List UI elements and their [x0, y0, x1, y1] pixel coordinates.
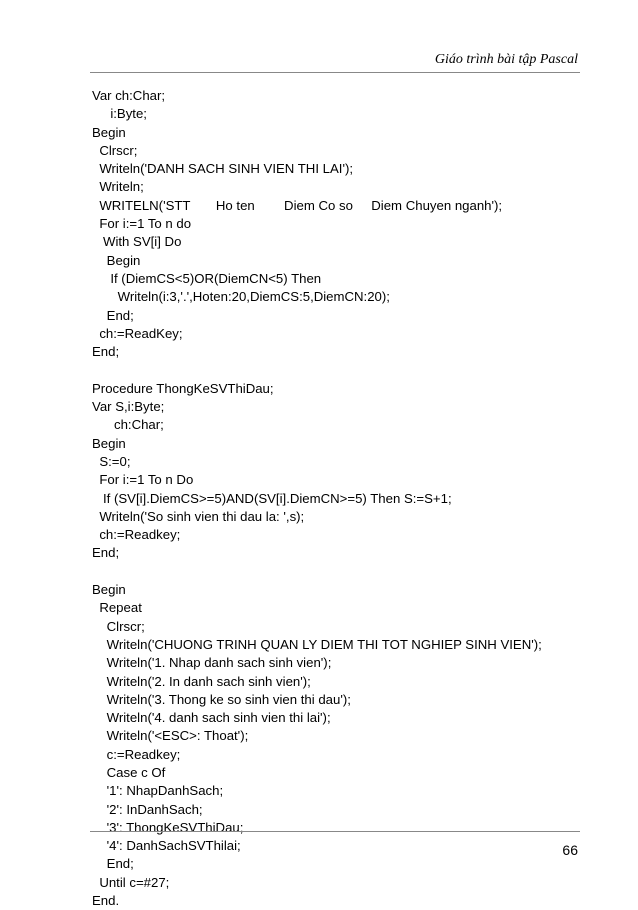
code-line: ch:=ReadKey;: [92, 325, 183, 341]
code-line: Writeln('DANH SACH SINH VIEN THI LAI');: [92, 161, 354, 177]
code-line: ch:Char;: [92, 417, 164, 433]
code-line: Begin: [92, 435, 126, 451]
code-line: Writeln('So sinh vien thi dau la: ',s);: [92, 508, 305, 524]
code-line: Writeln('4. danh sach sinh vien thi lai');: [92, 710, 331, 726]
code-line: Clrscr;: [92, 618, 145, 634]
code-line: Begin: [92, 252, 141, 268]
code-line: Case c Of: [92, 764, 166, 780]
code-line: [92, 563, 592, 581]
code-line: Repeat: [92, 600, 142, 616]
code-line: '2': InDanhSach;: [92, 801, 203, 817]
header-title: Giáo trình bài tập Pascal: [434, 52, 578, 67]
code-line: Writeln(i:3,'.',Hoten:20,DiemCS:5,DiemCN:20);: [92, 289, 390, 305]
code-line: Clrscr;: [92, 142, 138, 158]
code-line: Procedure ThongKeSVThiDau;: [92, 380, 274, 396]
footer-rule: [90, 831, 580, 832]
page-number: 66: [562, 842, 578, 858]
code-line: Writeln;: [92, 179, 144, 195]
code-line: '1': NhapDanhSach;: [92, 783, 224, 799]
code-line: ch:=Readkey;: [92, 527, 181, 543]
code-line: Until c=#27;: [92, 874, 170, 890]
header-rule: [90, 72, 580, 73]
code-line: '4': DanhSachSVThilai;: [92, 838, 241, 854]
code-line: Writeln('CHUONG TRINH QUAN LY DIEM THI TOT NGHIEP SINH VIEN');: [92, 636, 542, 652]
code-line: End;: [92, 545, 120, 561]
code-listing: [92, 87, 592, 910]
code-line: If (DiemCS<5)OR(DiemCN<5) Then: [92, 270, 322, 286]
code-line: Begin: [92, 124, 126, 140]
code-line: Var S,i:Byte;: [92, 399, 165, 415]
code-line: With SV[i] Do: [92, 234, 182, 250]
code-line: End.: [92, 893, 120, 909]
code-line: End;: [92, 344, 120, 360]
code-line: Var ch:Char;: [92, 88, 166, 103]
code-line: WRITELN('STT Ho ten Diem Co so Diem Chuyen nganh');: [92, 197, 503, 213]
code-line: Writeln('3. Thong ke so sinh vien thi dau');: [92, 691, 351, 707]
code-line: [92, 361, 592, 379]
code-line: End;: [92, 307, 134, 323]
code-line: For i:=1 To n Do: [92, 472, 194, 488]
code-line: If (SV[i].DiemCS>=5)AND(SV[i].DiemCN>=5) Then S:=S+1;: [92, 490, 452, 506]
code-line: i:Byte;: [92, 106, 147, 122]
code-line: Begin: [92, 582, 126, 598]
code-line: For i:=1 To n do: [92, 216, 192, 232]
code-line: c:=Readkey;: [92, 746, 181, 762]
code-line: '3': ThongKeSVThiDau;: [92, 819, 244, 835]
code-line: Writeln('1. Nhap danh sach sinh vien');: [92, 655, 332, 671]
code-line: Writeln('2. In danh sach sinh vien');: [92, 673, 311, 689]
code-line: Writeln('<ESC>: Thoat');: [92, 728, 249, 744]
code-line: S:=0;: [92, 453, 131, 469]
code-line: End;: [92, 856, 134, 872]
